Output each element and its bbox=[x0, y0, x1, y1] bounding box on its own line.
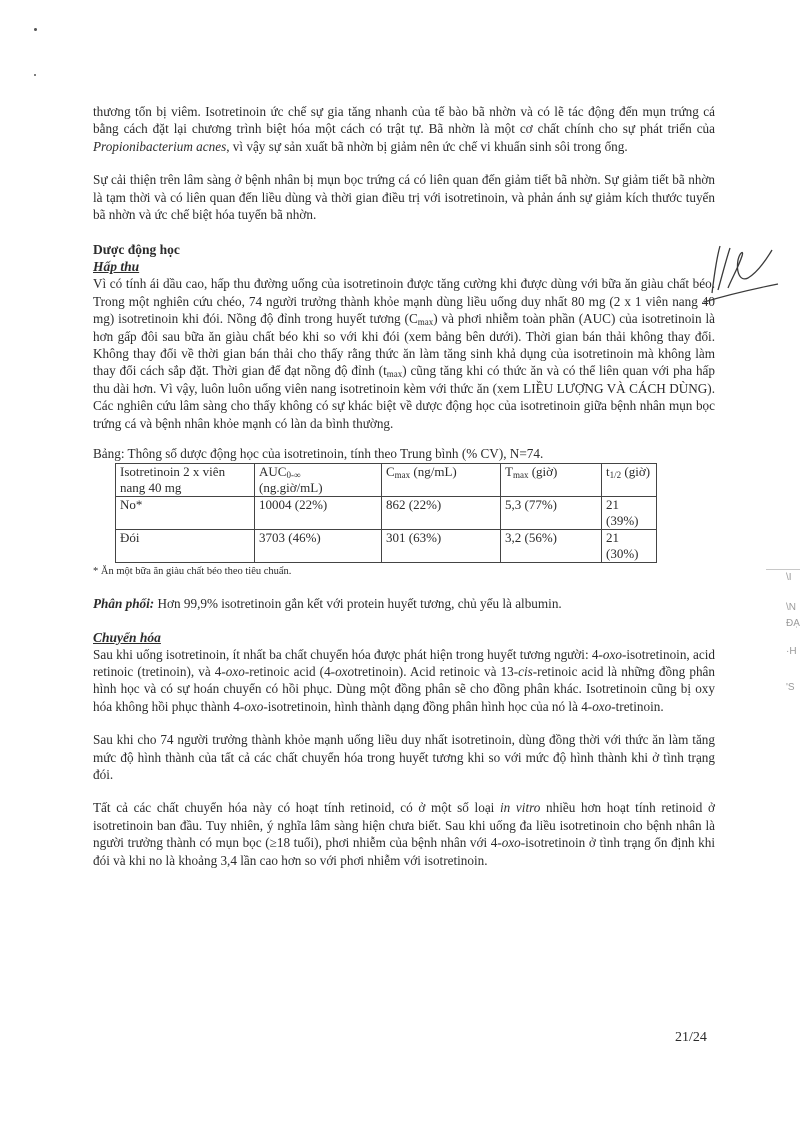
page-number: 21/24 bbox=[675, 1030, 707, 1045]
table-cell: 21 (30%) bbox=[602, 530, 657, 563]
header-cell: $T_{max}$ (giờ) bbox=[501, 464, 602, 497]
scan-edge-line bbox=[766, 569, 800, 570]
subheading-metabolism: Chuyển hóa bbox=[93, 629, 161, 645]
table-caption: Bảng: Thông số dược động học của isotretinoin, tính theo Trung bình (% CV), N=74. bbox=[93, 446, 544, 462]
scan-edge-mark: \I bbox=[786, 572, 792, 583]
table-cell: 862 (22%) bbox=[382, 497, 501, 530]
paragraph-sebum: thương tổn bị viêm. Isotretinoin ức chế sự gia tăng nhanh của tế bào bã nhờn và có lẽ tác động đến mụn trứng cá bằng cách đặt lại chương trình biệt hóa một cách có trật tự. Bã nhờn là một cơ chất chính cho sự phát triển của Propionibacterium acnes, vì vậy sự sản xuất bã nhờn bị giảm nên ức chế vi khuẩn sinh sôi trong ống. bbox=[93, 104, 715, 154]
scan-edge-mark: \N bbox=[786, 602, 796, 613]
header-cell: $t_{1/2}$ (giờ) bbox=[602, 464, 657, 497]
pk-table bbox=[115, 463, 657, 563]
subheading-absorption: Hấp thu bbox=[93, 259, 140, 275]
italic-term: Propionibacterium acnes bbox=[93, 138, 227, 154]
table-header-row bbox=[116, 464, 657, 497]
scan-dot bbox=[34, 74, 36, 76]
scan-edge-mark: ·H bbox=[786, 646, 797, 657]
table-cell: Đói bbox=[116, 530, 255, 563]
page-content bbox=[93, 103, 715, 869]
table-cell: 301 (63%) bbox=[382, 530, 501, 563]
header-cell: Isotretinoin 2 x viên nang 40 mg bbox=[116, 464, 255, 497]
table-cell: 3703 (46%) bbox=[255, 530, 382, 563]
table-footnote: * Ăn một bữa ăn giàu chất béo theo tiêu chuẩn. bbox=[93, 566, 292, 578]
table-row bbox=[116, 497, 657, 530]
paragraph-clinical: Sự cải thiện trên lâm sàng ở bệnh nhân bị mụn bọc trứng cá có liên quan đến giảm tiết bã nhờn. Sự giảm tiết bã nhờn là tạm thời và có liên quan đến liều dùng và thời gian điều trị với isotretinoin, và phản ánh sự giảm kích thước tuyến bã nhờn và ức chế biệt hóa tuyến bã nhờn. bbox=[93, 172, 715, 223]
scan-dot bbox=[34, 28, 37, 31]
table-cell: 21 (39%) bbox=[602, 497, 657, 530]
table-cell: No* bbox=[116, 497, 255, 530]
scan-edge-mark: ĐẠ bbox=[786, 618, 800, 629]
header-cell: $C_{max}$ (ng/mL) bbox=[382, 464, 501, 497]
paragraph-distribution: Phân phối: Hơn 99,9% isotretinoin gắn kết với protein huyết tương, chủ yếu là albumin. bbox=[93, 596, 562, 612]
paragraph-absorption: Vì có tính ái dầu cao, hấp thu đường uống của isotretinoin được tăng cường khi được dùng với bữa ăn giàu chất béo. Trong một nghiên cứu chéo, 74 người trưởng thành khỏe mạnh dùng liều uống duy nhất 80 mg (2 x 1 viên nang 40 mg) isotretinoin khi đói. Nồng độ đỉnh trong huyết tương $(C_{max})$ và phơi nhiễm toàn phần (AUC) của isotretinoin là hơn gấp đôi sau bữa ăn giàu chất béo khi so với khi đói (xem bảng bên dưới). Thời gian bán thải không thay đổi. Không thay đổi về thời gian bán thải cho thấy rằng thức ăn làm tăng sinh khả dụng của isotretinoin mà không làm thay đổi cách sắp đặt. Thời gian để đạt nồng độ đỉnh $(t_{max})$ cũng tăng khi có thức ăn và có thể liên quan với pha hấp thu dài hơn. Vì vậy, luôn luôn uống viên nang isotretinoin kèm với thức ăn (xem LIỀU LƯỢNG VÀ CÁCH DÙNG). Các nghiên cứu lâm sàng cho thấy không có sự khác biệt về dược động học của isotretinoin giữa bệnh nhân mụn bọc trứng cá và bệnh nhân khỏe mạnh có làn da bình thường. bbox=[93, 276, 716, 431]
scan-edge-mark: 'S bbox=[786, 682, 795, 693]
table-cell: 3,2 (56%) bbox=[501, 530, 602, 563]
table-cell: 10004 (22%) bbox=[255, 497, 382, 530]
table-row bbox=[116, 530, 657, 563]
paragraph-retinoid-activity: Tất cả các chất chuyển hóa này có hoạt tính retinoid, có ở một số loại in vitro nhiều hơn hoạt tính retinoid ở isotretinoin ban đầu. Tuy nhiên, ý nghĩa lâm sàng hiện chưa biết. Sau khi uống đa liều isotretinoin cho bệnh nhân là người trưởng thành có mụn bọc (≥18 tuổi), phơi nhiễm của bệnh nhân với 4-oxo-isotretinoin ở tình trạng ổn định khi đói và khi no là khoảng 3,4 lần cao hơn so với phơi nhiễm với isotretinoin. bbox=[93, 800, 716, 868]
paragraph-metabolites: Sau khi uống isotretinoin, ít nhất ba chất chuyển hóa được phát hiện trong huyết tương người: 4-oxo-isotretinoin, acid retinoic (tretinoin), và 4-oxo-retinoic acid (4-oxotretinoin). Acid retinoic và 13-cis-retinoic acid là những đồng phân hình học và có sự hoán chuyển có hồi phục. Dùng một đồng phân sẽ cho đồng phân khác. Isotretinoin cũng bị oxy hóa không hồi phục thành 4-oxo-isotretinoin, hình thành dạng đồng phân hình học của nó là 4-oxo-tretinoin. bbox=[93, 646, 715, 714]
handwritten-signature bbox=[700, 238, 780, 313]
section-heading-pharmacokinetics: Dược động học bbox=[93, 242, 180, 258]
header-cell: $AUC_{0-\infty}$ (ng.giờ/mL) bbox=[255, 464, 382, 497]
paragraph-food-effect: Sau khi cho 74 người trưởng thành khỏe mạnh uống liều duy nhất isotretinoin, dùng đồng thời với thức ăn làm tăng mức độ hình thành của tất cả các chất chuyển hóa trong huyết tương khi so với mức độ hình thành khi ở tình trạng đói. bbox=[93, 732, 715, 782]
table-cell: 5,3 (77%) bbox=[501, 497, 602, 530]
distribution-heading: Phân phối: bbox=[93, 596, 155, 612]
